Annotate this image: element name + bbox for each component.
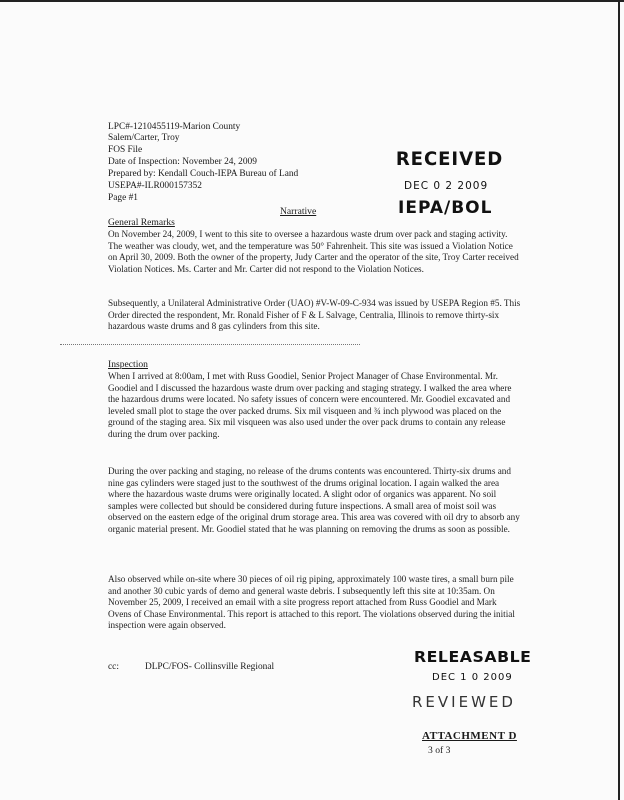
header-inspection-date: Date of Inspection: November 24, 2009 bbox=[108, 157, 257, 167]
header-usepa-id: USEPA#-ILR000157352 bbox=[108, 181, 202, 191]
header-file: FOS File bbox=[108, 145, 143, 155]
division-stamp: IEPA/BOL bbox=[398, 198, 493, 218]
header-site: Salem/Carter, Troy bbox=[108, 133, 180, 143]
received-stamp: RECEIVED bbox=[395, 148, 504, 170]
reviewed-stamp: REVIEWED bbox=[412, 693, 516, 711]
general-remarks-heading: General Remarks bbox=[108, 217, 175, 228]
document-title: Narrative bbox=[280, 206, 317, 217]
general-remarks-paragraph-2: Subsequently, a Unilateral Administrative Order (UAO) #V-W-09-C-934 was issued by USEPA Region #5. This Order directed the respondent, Mr. Ronald Fisher of F & L Salvage, Centralia, Illinois to remove thirty-six hazardous waste drums and 8 gas cylinders from this site. bbox=[108, 298, 521, 332]
cc-recipient: DLPC/FOS- Collinsville Regional bbox=[144, 662, 275, 672]
scan-edge-top bbox=[0, 0, 624, 2]
cc-line bbox=[108, 662, 274, 672]
releasable-stamp-date: DEC 1 0 2009 bbox=[432, 672, 513, 683]
inspection-paragraph-1: When I arrived at 8:00am, I met with Russ Goodiel, Senior Project Manager of Chase Environmental. Mr. Goodiel and I discussed the hazardous waste drum over packing and staging strategy. I walked the area where the hazardous drums were located. No safety issues of concern were encountered. Mr. Goodiel excavated and leveled small plot to stage the over packed drums. Six mil visqueen and ¾ inch plywood was placed on the ground of the staging area. Six mil visqueen was also used under the over pack drums to contain any release during the drum over packing. bbox=[108, 371, 512, 439]
releasable-stamp: RELEASABLE bbox=[414, 648, 532, 666]
inspection-paragraph-2: During the over packing and staging, no release of the drums contents was encountered. Thirty-six drums and nine gas cylinders were staged just to the southwest of the drums original location. I again walked the area where the hazardous waste drums were originally located. A slight odor of organics was apparent. No soil samples were collected but should be considered during future inspections. A small area of moist soil was observed on the eastern edge of the original drum storage area. This area was covered with oil dry to absorb any organic material present. Mr. Goodiel stated that he was planning on removing the drums as soon as possible. bbox=[108, 466, 520, 534]
header-page: Page #1 bbox=[108, 193, 138, 203]
attachment-label: ATTACHMENT D bbox=[422, 730, 517, 742]
header-lpc: LPC#-1210455119-Marion County bbox=[108, 122, 241, 132]
scan-edge-right bbox=[618, 0, 620, 800]
page-count: 3 of 3 bbox=[428, 745, 451, 756]
cc-label: cc: bbox=[108, 662, 119, 672]
inspection-paragraph-3: Also observed while on-site where 30 pieces of oil rig piping, approximately 100 waste tires, a small burn pile and another 30 cubic yards of demo and general waste debris. I subsequently left this site at 10:35am. On November 25, 2009, I received an email with a site progress report attached from Russ Goodiel and Mark Ovens of Chase Environmental. This report is attached to this report. The violations observed during the initial inspection were again observed. bbox=[108, 574, 515, 631]
received-stamp-date: DEC 0 2 2009 bbox=[404, 180, 489, 192]
scan-dotted-artifact bbox=[60, 344, 360, 346]
header-prepared-by: Prepared by: Kendall Couch-IEPA Bureau of Land bbox=[108, 169, 299, 179]
inspection-heading: Inspection bbox=[108, 359, 148, 370]
general-remarks-paragraph-1: On November 24, 2009, I went to this site to oversee a hazardous waste drum over pack and staging activity. The weather was cloudy, wet, and the temperature was 50° Fahrenheit. This site was issued a Violation Notice on April 30, 2009. Both the owner of the property, Judy Carter and the operator of the site, Troy Carter received Violation Notices. Ms. Carter and Mr. Carter did not respond to the Violation Notices. bbox=[108, 229, 519, 274]
